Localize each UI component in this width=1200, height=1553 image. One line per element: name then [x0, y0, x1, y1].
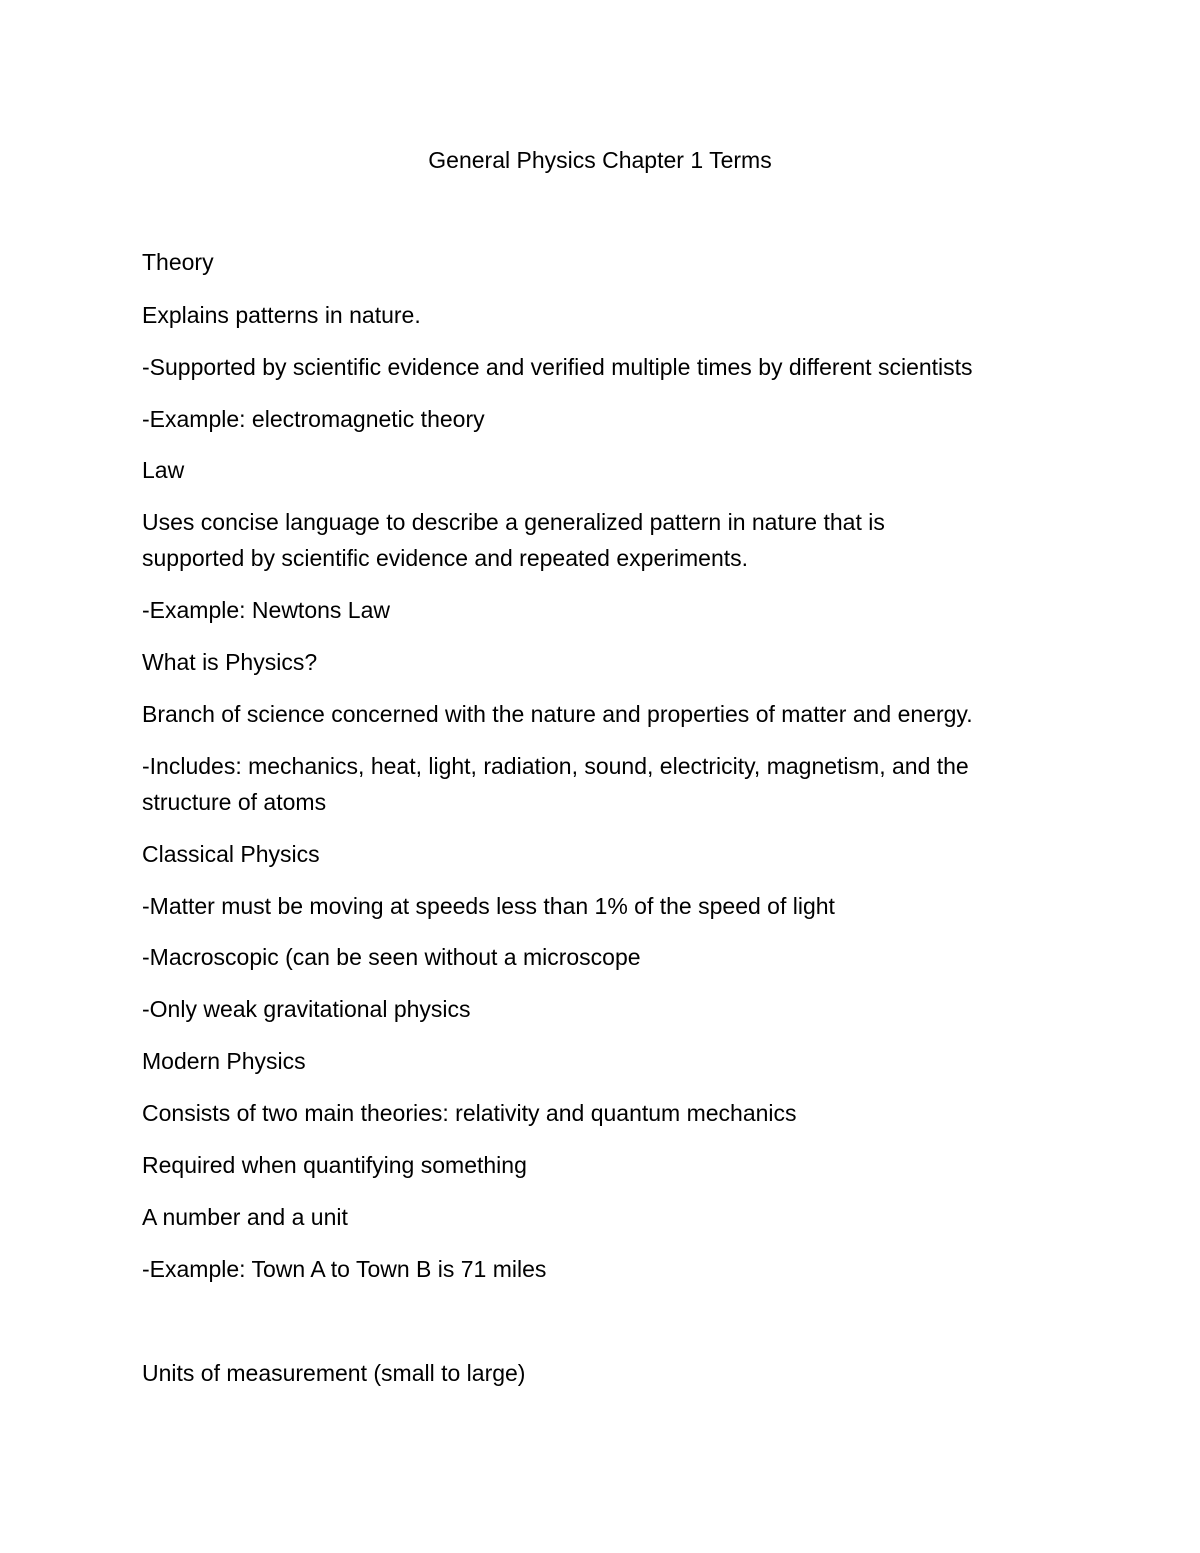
definition-line: -Supported by scientific evidence and verified multiple times by different scientists: [142, 354, 973, 380]
definition-line: Uses concise language to describe a generalized pattern in nature that is: [142, 509, 885, 535]
definition-line: structure of atoms: [142, 789, 327, 815]
term-heading-theory: Theory: [142, 249, 214, 275]
definition-line: -Matter must be moving at speeds less than 1% of the speed of light: [142, 893, 835, 919]
definition-line: A number and a unit: [142, 1204, 348, 1230]
term-heading-physics: What is Physics?: [142, 649, 318, 675]
definition-line: Branch of science concerned with the nature and properties of matter and energy.: [142, 701, 973, 727]
definition-line: -Macroscopic (can be seen without a microscope: [142, 944, 641, 970]
definition-line: Consists of two main theories: relativity and quantum mechanics: [142, 1100, 797, 1126]
definition-line: Required when quantifying something: [142, 1152, 527, 1178]
term-heading-units: Units of measurement (small to large): [142, 1360, 526, 1386]
example-line: -Example: Town A to Town B is 71 miles: [142, 1256, 547, 1282]
document-title: General Physics Chapter 1 Terms: [428, 147, 772, 173]
term-heading-classical-physics: Classical Physics: [142, 841, 320, 867]
term-heading-law: Law: [142, 457, 185, 483]
term-heading-modern-physics: Modern Physics: [142, 1048, 306, 1074]
definition-line: -Includes: mechanics, heat, light, radiation, sound, electricity, magnetism, and the: [142, 753, 969, 779]
definition-line: supported by scientific evidence and repeated experiments.: [142, 545, 749, 571]
example-line: -Example: electromagnetic theory: [142, 406, 485, 432]
definition-line: Explains patterns in nature.: [142, 302, 421, 328]
example-line: -Example: Newtons Law: [142, 597, 390, 623]
definition-line: -Only weak gravitational physics: [142, 996, 471, 1022]
